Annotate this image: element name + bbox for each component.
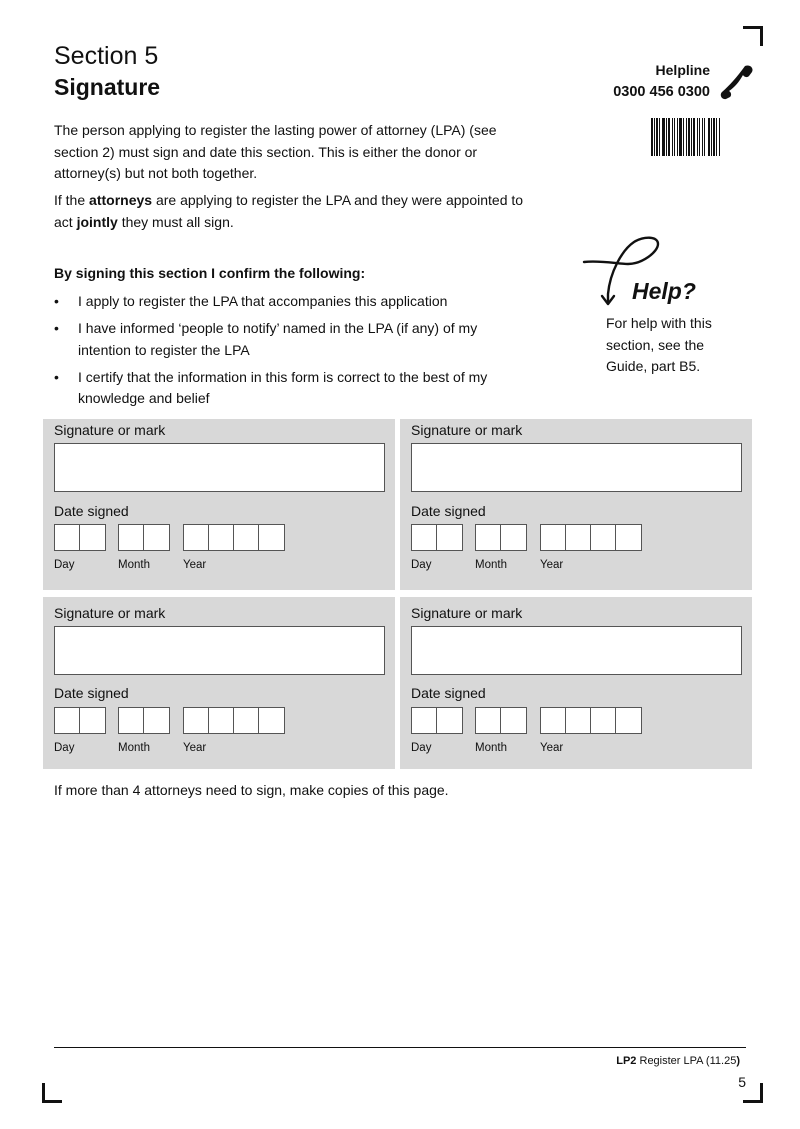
help-title: Help?: [632, 278, 696, 304]
help-text: For help with this section, see the Guide, part B5.: [606, 315, 712, 374]
attorneys-text-1: If the: [54, 192, 90, 208]
date-signed-label: Date signed: [54, 503, 129, 519]
signature-panel-2: [400, 419, 752, 590]
copies-note: If more than 4 attorneys need to sign, make copies of this page.: [54, 782, 449, 798]
day-label: Day: [54, 742, 75, 754]
signature-input[interactable]: [54, 626, 385, 675]
list-item: [54, 291, 524, 313]
jointly-bold: jointly: [76, 213, 118, 230]
date-signed-label: Date signed: [411, 503, 486, 519]
month-label: Month: [118, 559, 150, 571]
date-signed-label: Date signed: [54, 685, 129, 701]
list-item-text: I certify that the information in this form is correct to the best of my knowledge and belief: [78, 368, 488, 406]
day-label: Day: [411, 559, 432, 571]
month-input[interactable]: [475, 707, 527, 734]
confirmation-list: [54, 291, 524, 415]
day-input[interactable]: [54, 707, 106, 734]
signature-label: Signature or mark: [54, 422, 166, 438]
form-version: 11.25: [709, 1055, 737, 1067]
signature-panel-1: [43, 419, 395, 590]
list-item: [54, 367, 524, 410]
day-input[interactable]: [54, 524, 106, 551]
form-name: Register LPA (: [636, 1055, 710, 1067]
page-number: 5: [738, 1074, 746, 1090]
crop-mark-bottom-right: [743, 1083, 763, 1103]
page-title: Signature: [54, 74, 161, 100]
attorneys-text-3: they must all sign.: [117, 213, 234, 230]
attorneys-paragraph: [54, 190, 534, 233]
helpline-label: Helpline: [655, 62, 710, 78]
footer-divider: [54, 1047, 746, 1048]
signature-input[interactable]: [411, 443, 742, 492]
day-label: Day: [54, 559, 75, 571]
month-label: Month: [475, 742, 507, 754]
month-input[interactable]: [475, 524, 527, 551]
year-label: Year: [540, 559, 564, 571]
list-item: [54, 318, 524, 361]
signature-input[interactable]: [411, 626, 742, 675]
form-code: LP2: [616, 1055, 637, 1067]
signature-label: Signature or mark: [411, 422, 523, 438]
signature-panel-3: [43, 597, 395, 769]
helpline-number: 0300 456 0300: [613, 84, 710, 100]
signature-panel-4: [400, 597, 752, 769]
crop-mark-top-right: [743, 26, 763, 46]
month-input[interactable]: [118, 707, 170, 734]
bullet-icon: •: [54, 368, 59, 385]
day-input[interactable]: [411, 707, 463, 734]
month-label: Month: [475, 559, 507, 571]
attorneys-text-2: are applying to register the LPA and they were appointed to act: [54, 192, 524, 230]
year-label: Year: [183, 559, 207, 571]
bullet-icon: •: [54, 293, 59, 309]
month-input[interactable]: [118, 524, 170, 551]
list-item-text: I apply to register the LPA that accompanies this application: [78, 293, 448, 309]
month-label: Month: [118, 742, 150, 754]
year-label: Year: [540, 742, 564, 754]
day-input[interactable]: [411, 524, 463, 551]
year-label: Year: [183, 742, 207, 754]
section-number: Section 5: [54, 42, 159, 70]
help-arrow-icon: [580, 234, 710, 310]
signature-label: Signature or mark: [54, 605, 166, 621]
form-reference: [540, 1055, 740, 1067]
day-label: Day: [411, 742, 432, 754]
year-input[interactable]: [540, 707, 642, 734]
year-input[interactable]: [540, 524, 642, 551]
date-signed-label: Date signed: [411, 685, 486, 701]
signature-label: Signature or mark: [411, 605, 523, 621]
year-input[interactable]: [183, 524, 285, 551]
list-item-text: I have informed ‘people to notify’ named in the LPA (if any) of my intention to register the LPA: [78, 320, 478, 358]
attorneys-bold: attorneys: [89, 192, 153, 208]
year-input[interactable]: [183, 707, 285, 734]
crop-mark-bottom-left: [42, 1083, 62, 1103]
form-close-paren: ): [736, 1055, 740, 1067]
intro-paragraph: The person applying to register the lasting power of attorney (LPA) (see section 2) must sign and date this section. This is either the donor or attorney(s) but not both together.: [54, 122, 497, 181]
bullet-icon: •: [54, 320, 59, 336]
signature-input[interactable]: [54, 443, 385, 492]
barcode-icon: [651, 118, 745, 156]
phone-icon: [720, 62, 756, 100]
confirmation-heading: By signing this section I confirm the following:: [54, 265, 366, 281]
